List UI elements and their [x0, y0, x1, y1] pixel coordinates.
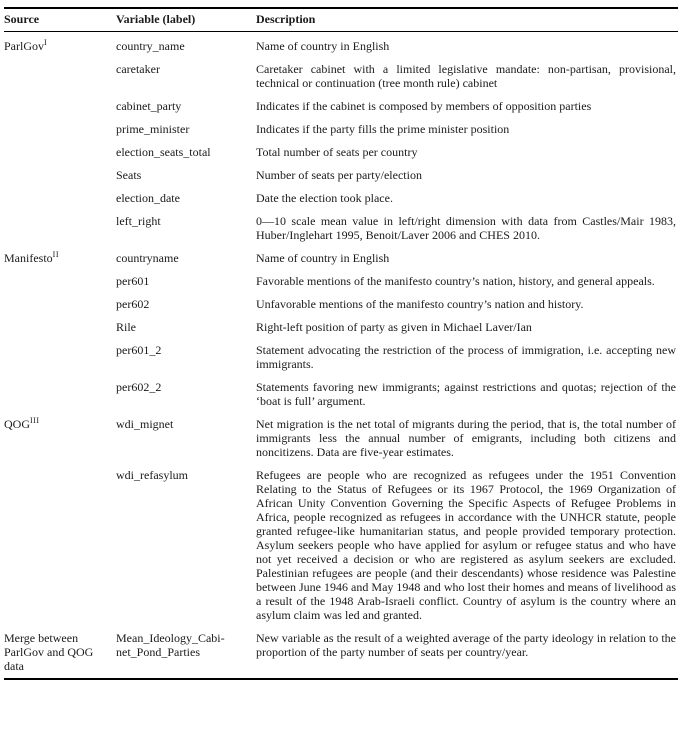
table-row [4, 293, 678, 316]
variable-cell: per601 [116, 274, 150, 288]
table-row [4, 376, 678, 413]
source-cell [4, 141, 116, 164]
variable-cell: countryname [116, 251, 179, 265]
variable-cell: left_right [116, 214, 161, 228]
table-row [4, 413, 678, 464]
table-row [4, 247, 678, 270]
column-header-description: Description [256, 8, 678, 32]
source-cell [4, 187, 116, 210]
description-cell: Unfavorable mentions of the manifesto country’s nation and history. [256, 297, 584, 311]
description-cell: Statements favoring new immigrants; against restrictions and quotas; rejection of the ‘boat is full’ argument. [256, 380, 676, 408]
description-cell: Indicates if the cabinet is composed by members of opposition parties [256, 99, 592, 113]
table-row [4, 141, 678, 164]
source-cell [4, 376, 116, 413]
table-row [4, 270, 678, 293]
description-cell: Indicates if the party fills the prime minister position [256, 122, 510, 136]
column-header-source: Source [4, 8, 116, 32]
description-cell: Number of seats per party/election [256, 168, 422, 182]
source-cell [4, 464, 116, 627]
description-cell: Date the election took place. [256, 191, 393, 205]
description-cell: Refugees are people who are recognized as refugees under the 1951 Convention Relating to the Status of Refugees or its 1967 Protocol, the 1969 Organization of African Unity Convention Governing the Specific Aspects of Refugee Problems in Africa, people recognized as refugees in accordance with the UNHCR statute, people granted refugee-like humanitarian status, and people provided temporary protection. Asylum seekers people who have applied for asylum or refugee status and who have not yet received a decision or who are registered as asylum seekers are excluded. Palestinian refugees are people (and their descendants) whose residence was Palestine between June 1946 and May 1948 and who lost their homes and means of livelihood as a result of the 1948 Arab-Israeli conflict. Country of asylum is the country where an asylum claim was led and granted. [256, 468, 676, 622]
table-row [4, 316, 678, 339]
source-cell [4, 118, 116, 141]
description-cell: Name of country in English [256, 39, 390, 53]
variable-cell: cabinet_party [116, 99, 182, 113]
table-row [4, 58, 678, 95]
description-cell: Right-left position of party as given in Michael Laver/Ian [256, 320, 532, 334]
table-body [4, 32, 678, 680]
table-row [4, 32, 678, 59]
source-cell [4, 32, 116, 59]
source-cell [4, 58, 116, 95]
source-superscript: III [30, 416, 40, 425]
description-cell: Caretaker cabinet with a limited legislative mandate: non-partisan, provisional, technical or continuation (tree month rule) cabinet [256, 62, 676, 90]
table-row [4, 210, 678, 247]
variable-cell: caretaker [116, 62, 160, 76]
description-cell: Total number of seats per country [256, 145, 418, 159]
variable-cell: Mean_Ideology_Cabi-net_Pond_Parties [116, 631, 225, 659]
table-row [4, 187, 678, 210]
variable-cell: per601_2 [116, 343, 162, 357]
table-header-row [4, 8, 678, 32]
source-cell [4, 316, 116, 339]
variable-cell: per602 [116, 297, 150, 311]
source-cell [4, 95, 116, 118]
description-cell: New variable as the result of a weighted average of the party ideology in relation to the proportion of the party number of seats per country/year. [256, 631, 676, 659]
source-superscript: II [52, 250, 59, 259]
description-cell: Name of country in English [256, 251, 390, 265]
source-cell [4, 270, 116, 293]
source-cell [4, 339, 116, 376]
variable-cell: wdi_refasylum [116, 468, 188, 482]
source-cell [4, 164, 116, 187]
source-cell [4, 293, 116, 316]
source-cell [4, 627, 116, 679]
variable-cell: country_name [116, 39, 185, 53]
source-cell [4, 210, 116, 247]
source-label: QOG [4, 417, 30, 431]
variable-cell: wdi_mignet [116, 417, 174, 431]
description-cell: 0—10 scale mean value in left/right dimension with data from Castles/Mair 1983, Huber/Inglehart 1995, Benoit/Laver 2006 and CHES 2010. [256, 214, 676, 242]
source-label: Manifesto [4, 251, 53, 265]
variables-codebook-table [4, 7, 678, 680]
table-row [4, 627, 678, 679]
column-header-variable: Variable (label) [116, 8, 256, 32]
source-cell [4, 247, 116, 270]
table-row [4, 118, 678, 141]
description-cell: Net migration is the net total of migrants during the period, that is, the total number of immigrants less the annual number of emigrants, including both citizens and noncitizens. Data are five-year estimates. [256, 417, 676, 459]
table-row [4, 95, 678, 118]
table-row [4, 164, 678, 187]
source-superscript: I [44, 38, 48, 47]
description-cell: Statement advocating the restriction of the process of immigration, i.e. accepting new immigrants. [256, 343, 676, 371]
variable-cell: per602_2 [116, 380, 162, 394]
source-cell [4, 413, 116, 464]
table-row [4, 339, 678, 376]
table-row [4, 464, 678, 627]
variable-cell: prime_minister [116, 122, 190, 136]
variable-cell: Seats [116, 168, 142, 182]
variable-cell: election_date [116, 191, 180, 205]
source-label: ParlGov [4, 39, 44, 53]
source-label: Merge between ParlGov and QOG data [4, 631, 94, 673]
description-cell: Favorable mentions of the manifesto country’s nation, history, and general appeals. [256, 274, 655, 288]
variable-cell: election_seats_total [116, 145, 211, 159]
variable-cell: Rile [116, 320, 136, 334]
